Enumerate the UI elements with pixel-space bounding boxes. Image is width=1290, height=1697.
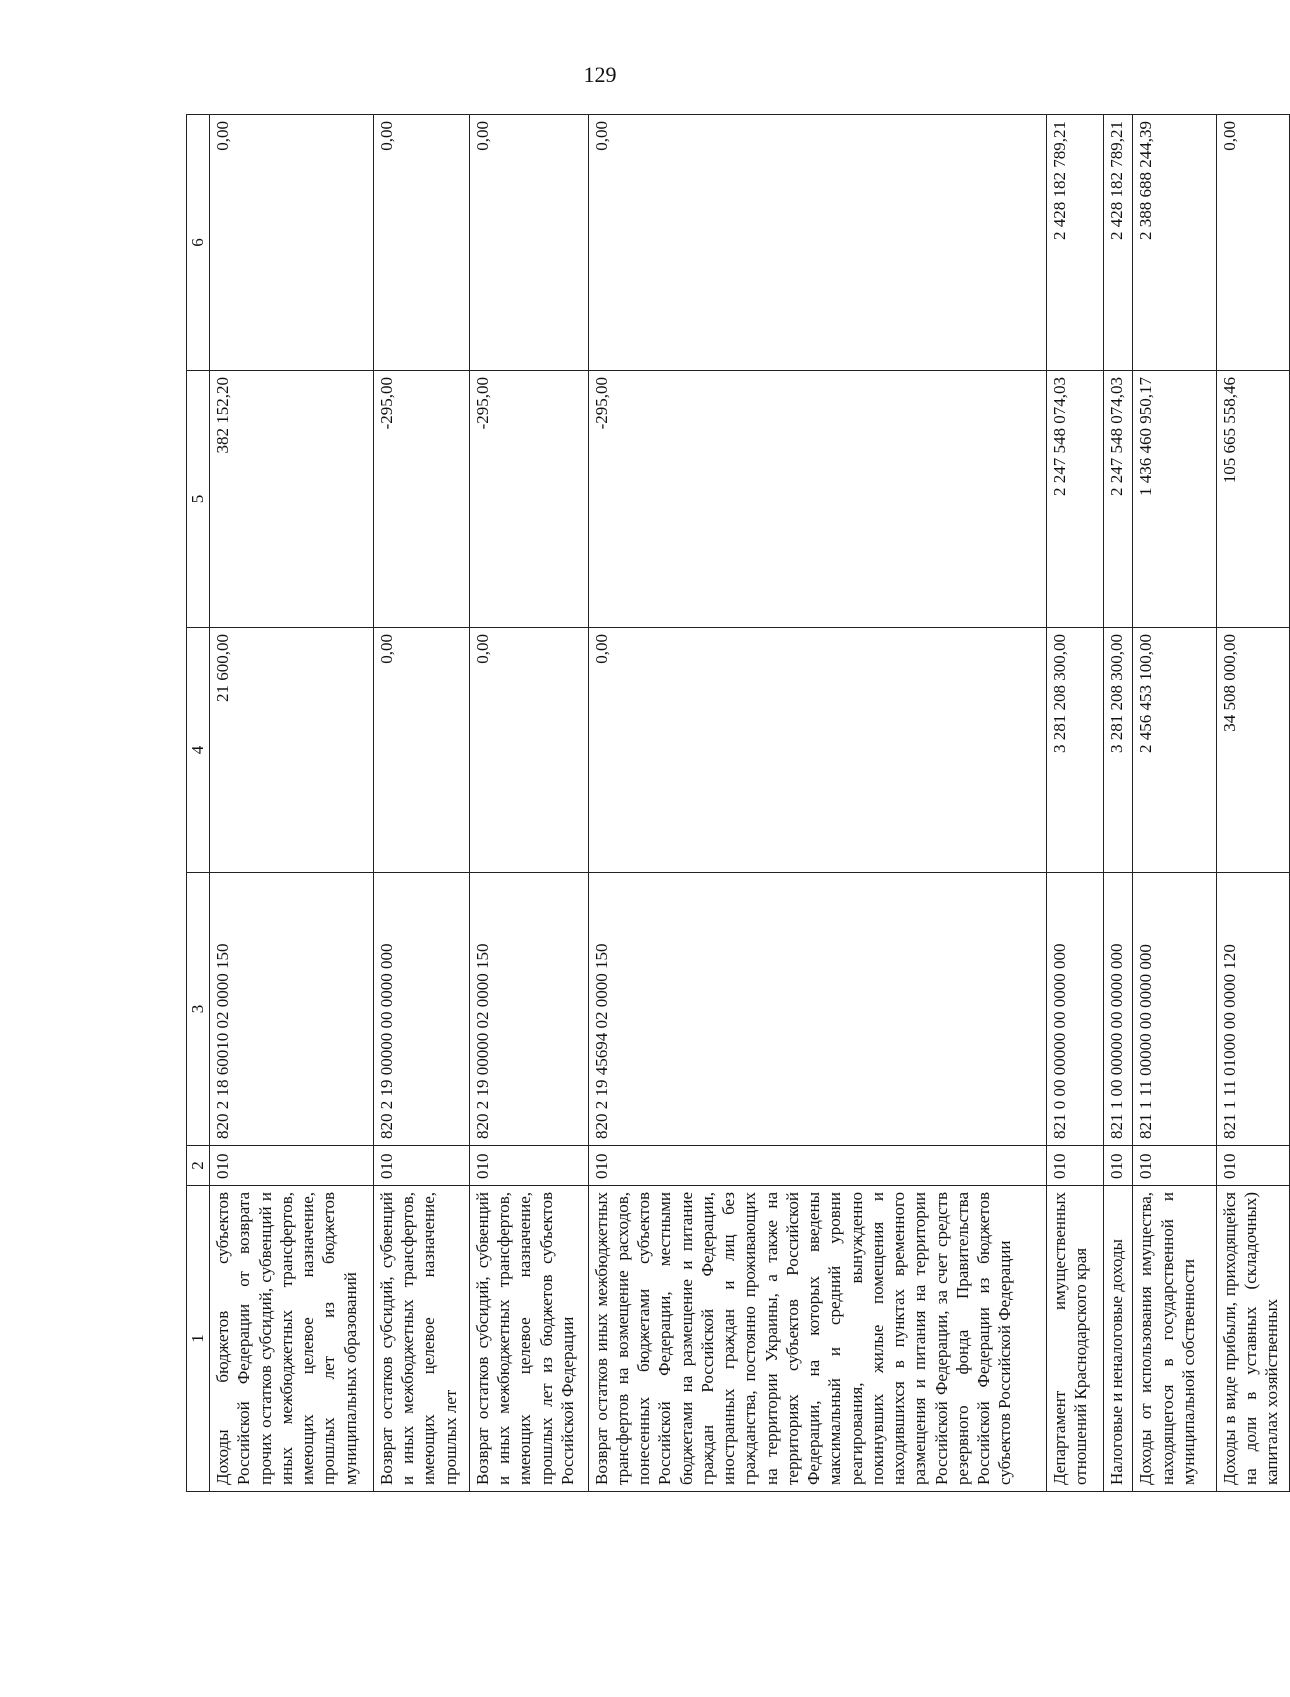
row-name: Возврат остатков субсидий, субвенций и иных межбюджетных трансфертов, имеющих целевое назначение, прошлых лет из бюджетов субъектов Российской Федерации: [469, 1186, 588, 1492]
row-value-col5: 2 247 548 074,03: [1047, 371, 1104, 628]
page-number: 129: [583, 62, 617, 87]
table-row: [588, 115, 1047, 1492]
row-value-col5: 1 436 460 950,17: [1133, 371, 1216, 628]
column-header: 3: [187, 873, 210, 1146]
table-row: [469, 115, 588, 1492]
row-value-col5: 382 152,20: [210, 371, 374, 628]
row-line-code: 010: [588, 1146, 1047, 1186]
row-budget-code: 820 2 18 60010 02 0000 150: [210, 873, 374, 1146]
row-budget-code: 820 2 19 00000 00 0000 000: [373, 873, 469, 1146]
row-value-col6: 0,00: [588, 115, 1047, 371]
column-header: 4: [187, 628, 210, 873]
row-value-col5: -295,00: [588, 371, 1047, 628]
row-budget-code: 821 1 00 00000 00 0000 000: [1103, 873, 1133, 1146]
table-row: [210, 115, 374, 1492]
row-name: Налоговые и неналоговые доходы: [1103, 1186, 1133, 1492]
row-value-col4: 0,00: [469, 628, 588, 873]
row-budget-code: 821 1 11 00000 00 0000 000: [1133, 873, 1216, 1146]
row-value-col4: 34 508 000,00: [1216, 628, 1289, 873]
row-name: Департамент имущественных отношений Краснодарского края: [1047, 1186, 1104, 1492]
row-value-col6: 0,00: [1216, 115, 1289, 371]
row-name: Доходы в виде прибыли, приходящейся на доли в уставных (складочных) капиталах хозяйственных: [1216, 1186, 1289, 1492]
row-line-code: 010: [469, 1146, 588, 1186]
row-value-col5: 105 665 558,46: [1216, 371, 1289, 628]
row-value-col4: 2 456 453 100,00: [1133, 628, 1216, 873]
row-line-code: 010: [373, 1146, 469, 1186]
row-value-col4: 3 281 208 300,00: [1103, 628, 1133, 873]
table-row: [373, 115, 469, 1492]
table-row: [1103, 115, 1133, 1492]
row-line-code: 010: [1103, 1146, 1133, 1186]
column-header: 6: [187, 115, 210, 371]
table-row: [1216, 115, 1289, 1492]
row-value-col4: 0,00: [373, 628, 469, 873]
row-line-code: 010: [1133, 1146, 1216, 1186]
rotated-table-container: [186, 115, 1290, 1492]
row-value-col4: 21 600,00: [210, 628, 374, 873]
row-budget-code: 820 2 19 45694 02 0000 150: [588, 873, 1047, 1146]
income-table: [186, 114, 1290, 1492]
row-name: Возврат остатков иных межбюджетных трансфертов на возмещение расходов, понесенных бюджетами субъектов Российской Федерации, местными бюджетами на размещение и питание граждан Российской Федерации, иностранных граждан и лиц без гражданства, постоянно проживающих на территории Украины, а также на территориях субъектов Российской Федерации, на которых введены максимальный и средний уровни реагирования, вынужденно покинувших жилые помещения и находившихся в пунктах временного размещения и питания на территории Российской Федерации, за счет средств резервного фонда Правительства Российской Федерации из бюджетов субъектов Российской Федерации: [588, 1186, 1047, 1492]
row-budget-code: 821 1 11 01000 00 0000 120: [1216, 873, 1289, 1146]
row-value-col6: 2 428 182 789,21: [1103, 115, 1133, 371]
column-header: 5: [187, 371, 210, 628]
row-line-code: 010: [210, 1146, 374, 1186]
row-budget-code: 821 0 00 00000 00 0000 000: [1047, 873, 1104, 1146]
row-name: Доходы бюджетов субъектов Российской Федерации от возврата прочих остатков субсидий, субвенций и иных межбюджетных трансфертов, имеющих целевое назначение, прошлых лет из бюджетов муниципальных образований: [210, 1186, 374, 1492]
row-value-col6: 0,00: [373, 115, 469, 371]
row-value-col5: -295,00: [469, 371, 588, 628]
row-name: Возврат остатков субсидий, субвенций и иных межбюджетных трансфертов, имеющих целевое назначение, прошлых лет: [373, 1186, 469, 1492]
row-value-col6: 2 428 182 789,21: [1047, 115, 1104, 371]
row-value-col4: 0,00: [588, 628, 1047, 873]
table-header-row: [187, 115, 210, 1492]
column-header: 1: [187, 1186, 210, 1492]
table-row: [1047, 115, 1104, 1492]
row-line-code: 010: [1216, 1146, 1289, 1186]
row-value-col5: 2 247 548 074,03: [1103, 371, 1133, 628]
row-budget-code: 820 2 19 00000 02 0000 150: [469, 873, 588, 1146]
row-value-col5: -295,00: [373, 371, 469, 628]
table-row: [1133, 115, 1216, 1492]
row-line-code: 010: [1047, 1146, 1104, 1186]
row-value-col4: 3 281 208 300,00: [1047, 628, 1104, 873]
row-name: Доходы от использования имущества, находящегося в государственной и муниципальной собственности: [1133, 1186, 1216, 1492]
row-value-col6: 2 388 688 244,39: [1133, 115, 1216, 371]
row-value-col6: 0,00: [210, 115, 374, 371]
column-header: 2: [187, 1146, 210, 1186]
row-value-col6: 0,00: [469, 115, 588, 371]
